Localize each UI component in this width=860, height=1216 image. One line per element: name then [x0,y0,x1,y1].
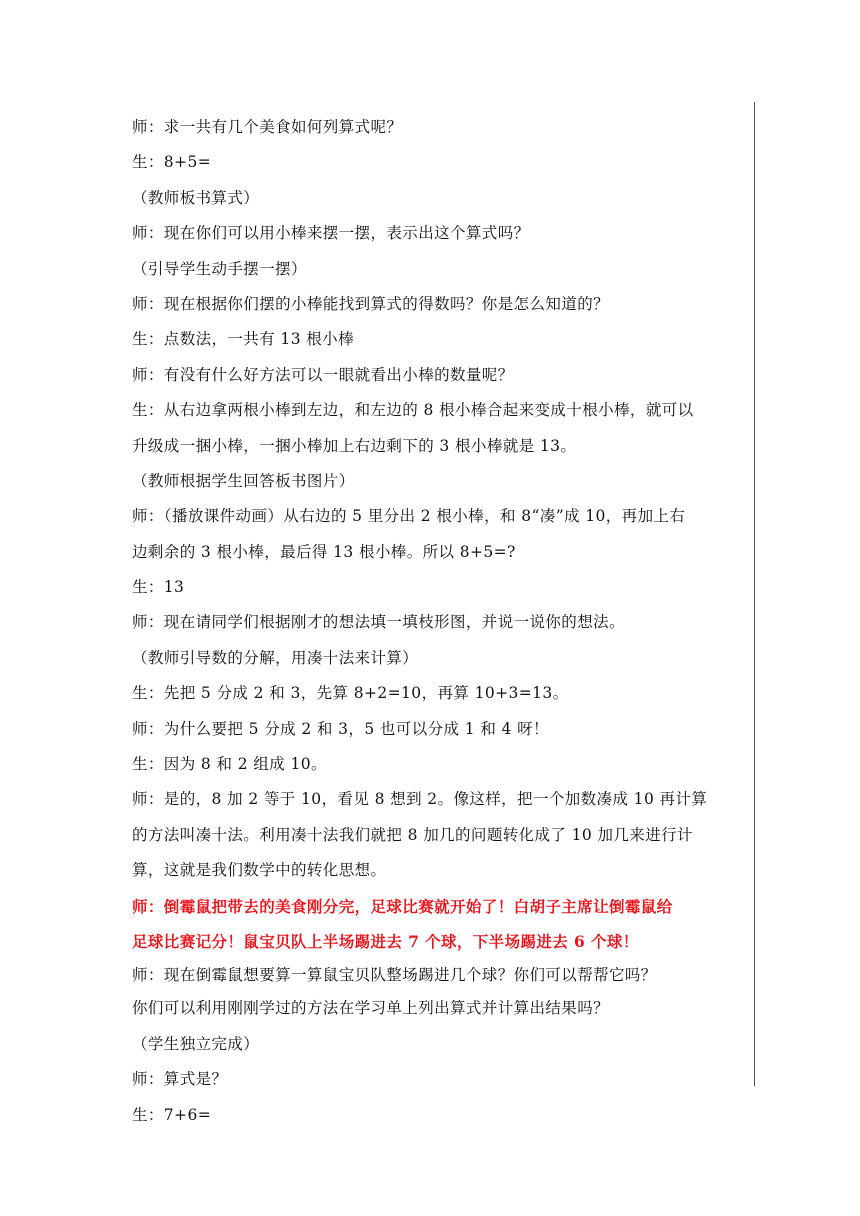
dialogue-line: 师：现在倒霉鼠想要算一算鼠宝贝队整场踢进几个球？你们可以帮帮它吗？ [132,966,657,985]
dialogue-line: 师：求一共有几个美食如何列算式呢？ [132,118,403,136]
dialogue-line: （教师引导数的分解，用凑十法来计算） [132,648,419,667]
lesson-transcript [132,110,744,1133]
dialogue-line: 师：现在你们可以用小棒来摆一摆，表示出这个算式吗？ [132,224,530,243]
dialogue-line: （教师根据学生回答板书图片） [132,471,355,490]
dialogue-line: 师：为什么要把 5 分成 2 和 3，5 也可以分成 1 和 4 呀！ [132,719,549,738]
dialogue-line: 升级成一捆小棒，一捆小棒加上右边剩下的 3 根小棒就是 13。 [132,436,577,455]
dialogue-line: 生：13 [132,578,185,597]
dialogue-line: 生：因为 8 和 2 组成 10。 [132,755,327,774]
dialogue-line: 师：算式是？ [132,1070,228,1089]
dialogue-line: （学生独立完成） [132,1034,260,1053]
dialogue-line: （教师板书算式） [132,188,260,207]
dialogue-line: 师：现在请同学们根据刚才的想法填一填枝形图，并说一说你的想法。 [132,613,625,632]
dialogue-line: 生：先把 5 分成 2 和 3，先算 8+2=10，再算 10+3=13。 [132,684,569,703]
dialogue-line: 你们可以利用刚刚学过的方法在学习单上列出算式并计算出结果吗？ [132,999,610,1018]
dialogue-line: 生：7+6= [132,1105,212,1124]
highlighted-dialogue-line: 师：倒霉鼠把带去的美食刚分完，足球比赛就开始了！白胡子主席让倒霉鼠给 [132,896,673,916]
dialogue-line: 生：8+5= [132,153,212,172]
dialogue-line: 边剩余的 3 根小棒，最后得 13 根小棒。所以 8+5=? [132,542,516,561]
table-right-border [754,102,755,1086]
dialogue-line: 师：有没有什么好方法可以一眼就看出小棒的数量呢？ [132,365,514,384]
dialogue-line: 师：现在根据你们摆的小棒能找到算式的得数吗？你是怎么知道的？ [132,294,610,313]
dialogue-line: （引导学生动手摆一摆） [132,259,307,278]
dialogue-line: 生：从右边拿两根小棒到左边，和左边的 8 根小棒合起来变成十根小棒，就可以 [132,401,694,420]
dialogue-line: 生：点数法，一共有 13 根小棒 [132,330,354,349]
dialogue-line: 算，这就是我们数学中的转化思想。 [132,861,387,880]
dialogue-line: 师：是的，8 加 2 等于 10，看见 8 想到 2。像这样，把一个加数凑成 10 再计算 [132,790,708,809]
dialogue-line: 师：（播放课件动画）从右边的 5 里分出 2 根小棒，和 8“凑”成 10，再加上右 [132,507,686,526]
dialogue-line: 的方法叫凑十法。利用凑十法我们就把 8 加几的问题转化成了 10 加几来进行计 [132,825,693,844]
highlighted-dialogue-line: 足球比赛记分！鼠宝贝队上半场踢进去 7 个球，下半场踢进去 6 个球！ [132,931,639,951]
